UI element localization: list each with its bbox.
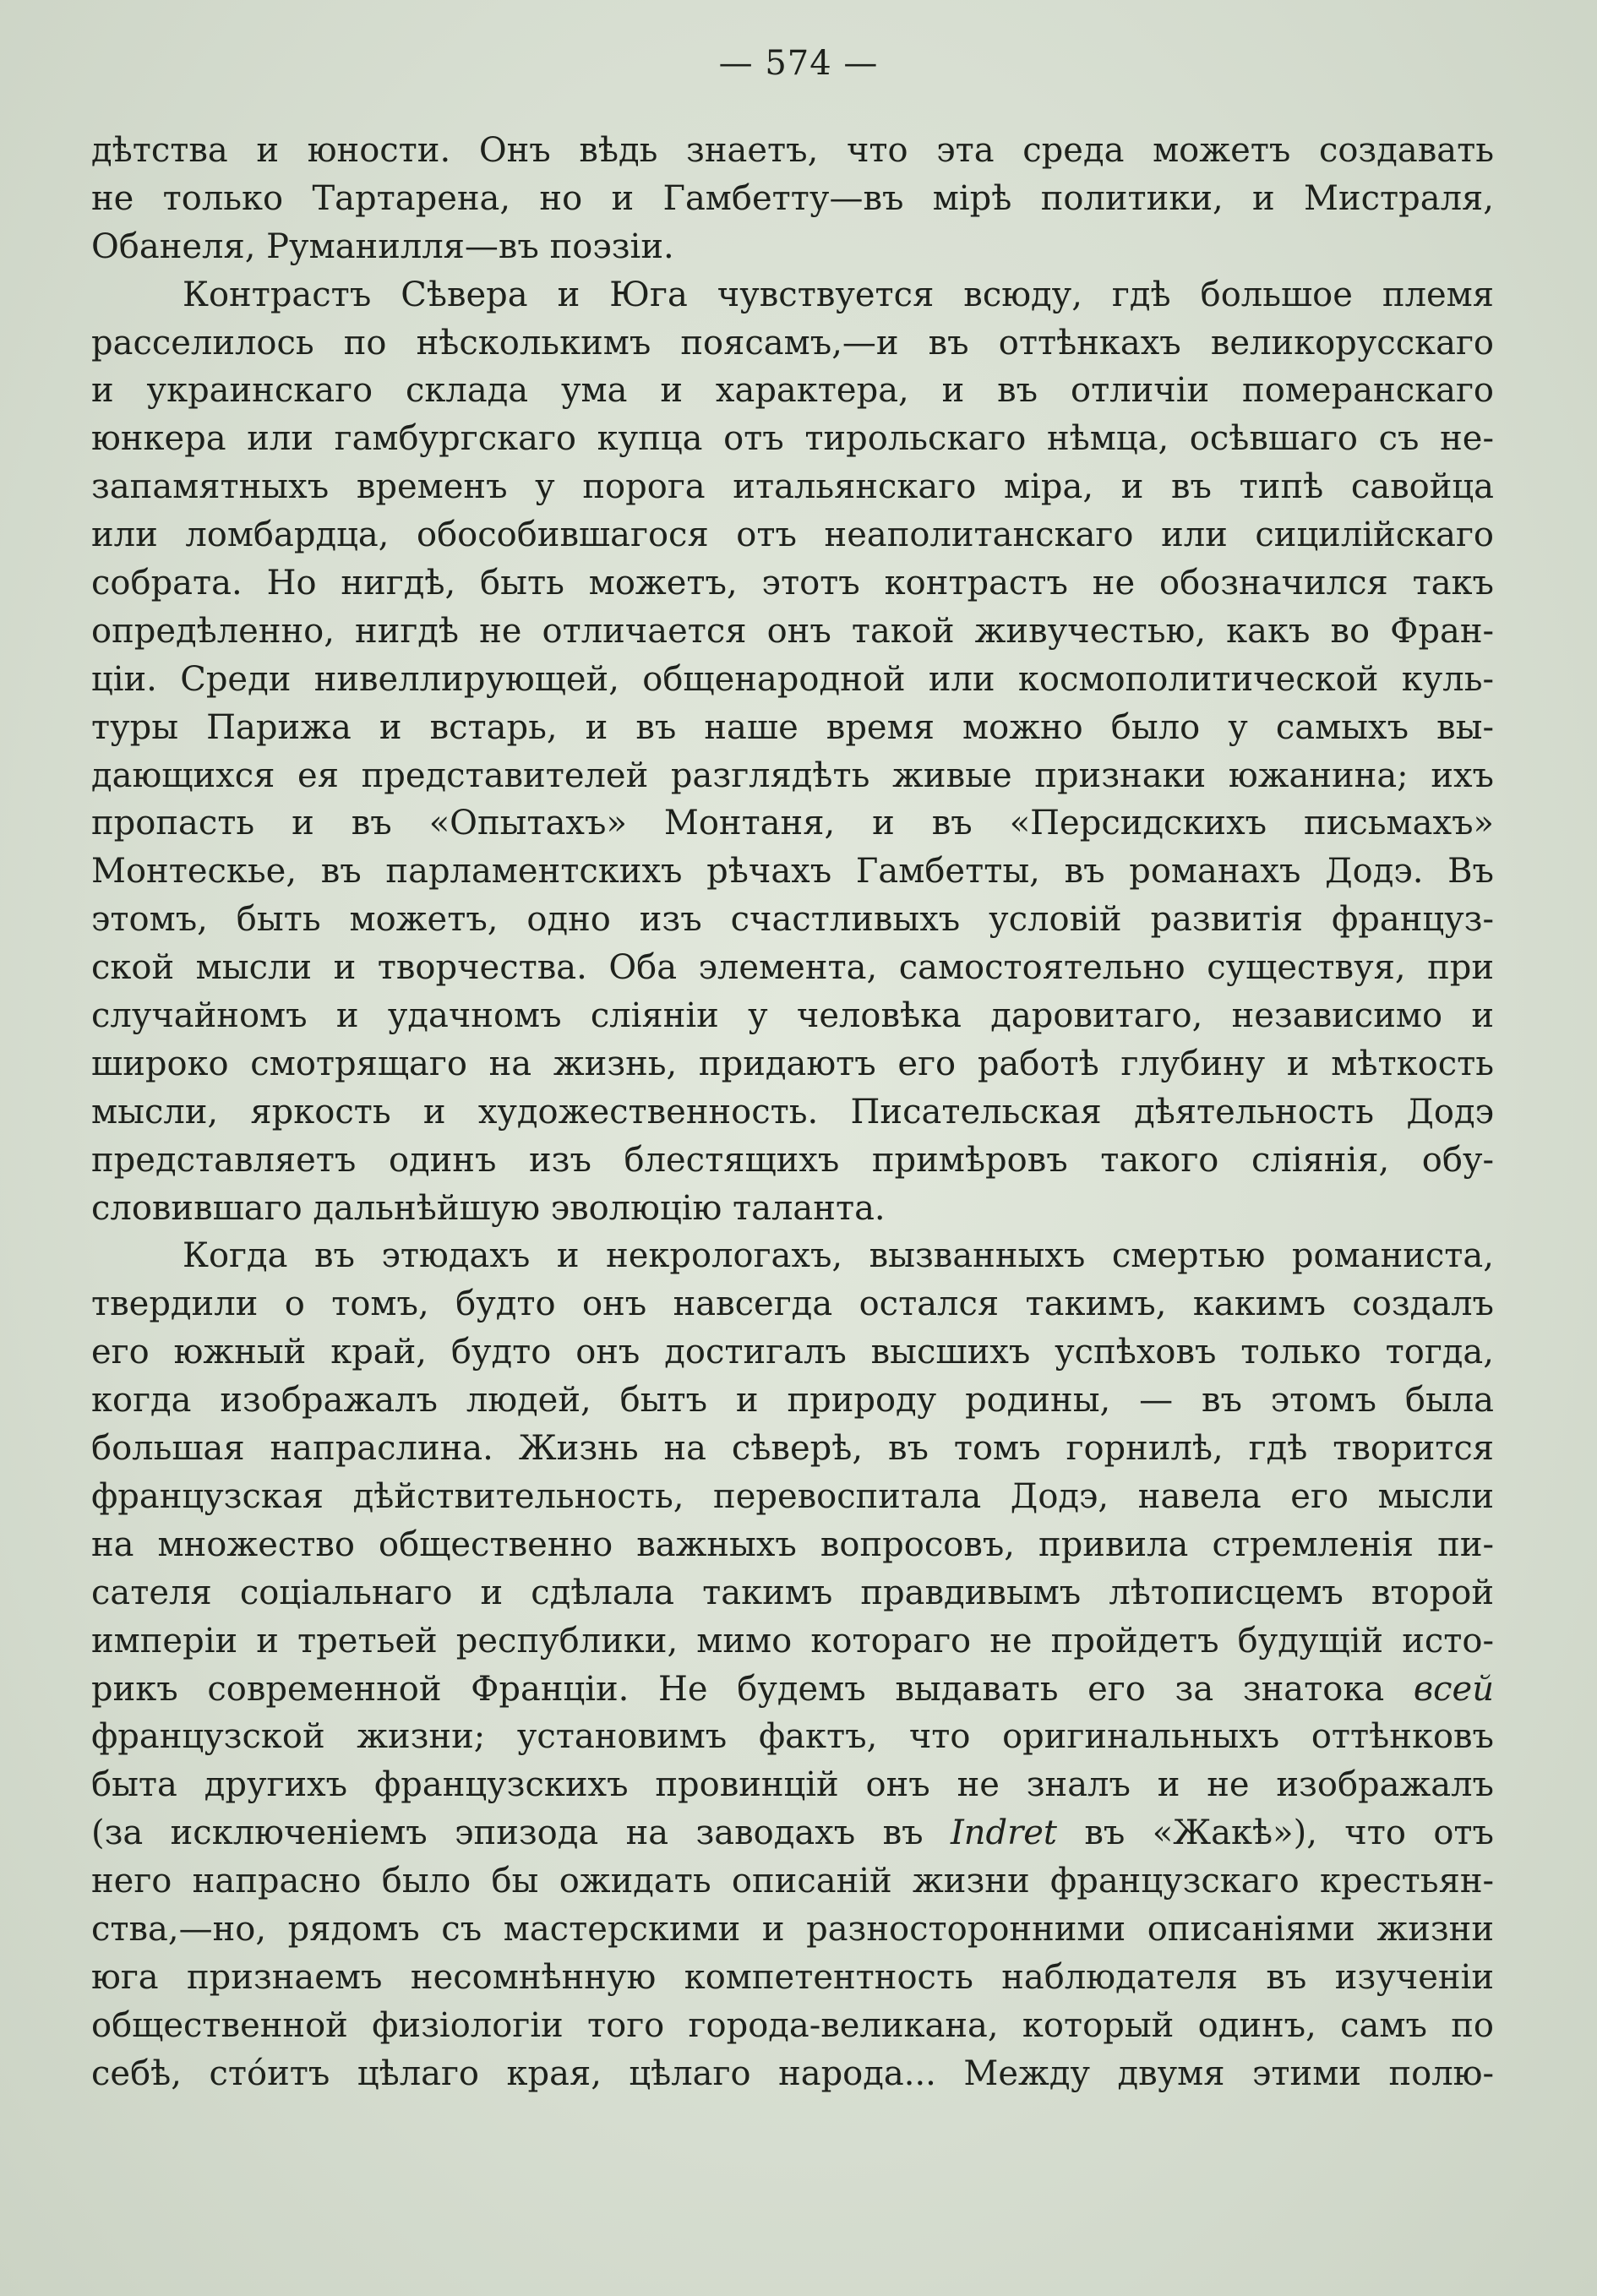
text-line-content: пропасть и въ «Опытахъ» Монтаня, и въ «Персидскихъ письмахъ» xyxy=(91,804,1494,843)
text-line xyxy=(91,1713,1494,1761)
page-number: — 574 — xyxy=(718,44,879,83)
text-line-content: мысли, яркость и художественность. Писательская дѣятельность Додэ xyxy=(91,1092,1494,1132)
text-line xyxy=(91,1328,1494,1377)
text-line-content: расселилось по нѣсколькимъ поясамъ,—и въ оттѣнкахъ великорусскаго xyxy=(91,323,1494,363)
text-line-content: его южный край, будто онъ достигалъ высшихъ успѣховъ только тогда, xyxy=(91,1333,1494,1372)
text-line xyxy=(91,848,1494,896)
text-line-content: юнкера или гамбургскаго купца отъ тирольскаго нѣмца, осѣвшаго съ не- xyxy=(91,419,1494,459)
text-line xyxy=(91,1906,1494,1954)
text-line-content: ціи. Среди нивеллирующей, общенародной или космополитической куль- xyxy=(91,659,1494,699)
text-line xyxy=(91,608,1494,656)
text-line xyxy=(91,1040,1494,1088)
text-line xyxy=(91,799,1494,848)
text-line-content: этомъ, быть можетъ, одно изъ счастливыхъ условій развитія француз- xyxy=(91,900,1494,940)
text-line xyxy=(91,1666,1494,1714)
text-line xyxy=(91,559,1494,608)
text-line-content: дающихся ея представителей разглядѣть живые признаки южанина; ихъ xyxy=(91,755,1494,795)
text-line-content: сателя соціальнаго и сдѣлала такимъ правдивымъ лѣтописцемъ второй xyxy=(91,1573,1494,1612)
text-line-content: широко смотрящаго на жизнь, придаютъ его работѣ глубину и мѣткость xyxy=(91,1044,1494,1083)
text-line xyxy=(91,944,1494,992)
body-text xyxy=(91,127,1494,2098)
text-line xyxy=(91,319,1494,368)
text-line-content: представляетъ одинъ изъ блестящихъ примѣровъ такого сліянія, обу- xyxy=(91,1140,1494,1180)
text-line-content: когда изображалъ людей, бытъ и природу родины, — въ этомъ была xyxy=(91,1381,1494,1421)
text-line-content: или ломбардца, обособившагося отъ неаполитанскаго или сицилійскаго xyxy=(91,515,1494,555)
text-line-continuation: въ «Жакѣ»), что отъ xyxy=(1057,1813,1494,1853)
text-line-content: словившаго дальнѣйшую эволюцію таланта. xyxy=(91,1188,886,1228)
text-line xyxy=(91,752,1494,800)
text-line xyxy=(91,1377,1494,1425)
text-line-content: быта другихъ французскихъ провинцій онъ не зналъ и не изображалъ xyxy=(91,1765,1494,1805)
text-line-content: Контрастъ Сѣвера и Юга чувствуется всюду, гдѣ большое племя xyxy=(183,275,1494,314)
text-line xyxy=(91,415,1494,463)
text-line xyxy=(91,127,1494,175)
text-line-content: случайномъ и удачномъ сліяніи у человѣка даровитаго, независимо и xyxy=(91,996,1494,1036)
text-line xyxy=(91,1137,1494,1185)
text-line xyxy=(91,1232,1494,1280)
text-line xyxy=(91,1521,1494,1569)
text-line xyxy=(91,896,1494,944)
text-line xyxy=(91,175,1494,223)
text-line xyxy=(91,271,1494,319)
text-line-content: (за исключеніемъ эпизода на заводахъ въ xyxy=(91,1813,951,1853)
text-line-content: опредѣленно, нигдѣ не отличается онъ такой живучестью, какъ во Фран- xyxy=(91,611,1494,651)
text-line-content: ства,—но, рядомъ съ мастерскими и разносторонними описаніями жизни xyxy=(91,1909,1494,1949)
text-line-content: Обанеля, Руманилля—въ поэзіи. xyxy=(91,226,674,266)
text-line xyxy=(91,2002,1494,2050)
text-line-content: Когда въ этюдахъ и некрологахъ, вызванныхъ смертью романиста, xyxy=(183,1236,1494,1276)
text-line-content: имперіи и третьей республики, мимо котораго не пройдетъ будущій исто- xyxy=(91,1621,1494,1661)
text-line-content: не только Тартарена, но и Гамбетту—въ мірѣ политики, и Мистраля, xyxy=(91,178,1494,218)
text-line xyxy=(91,2050,1494,2098)
text-line-content: французской жизни; установимъ фактъ, что оригинальныхъ оттѣнковъ xyxy=(91,1717,1494,1757)
text-line xyxy=(91,1185,1494,1233)
text-line-content: и украинскаго склада ума и характера, и въ отличіи померанскаго xyxy=(91,371,1494,411)
text-line xyxy=(91,656,1494,704)
text-line xyxy=(91,1954,1494,2002)
text-line-content: юга признаемъ несомнѣнную компетентность наблюдателя въ изученіи xyxy=(91,1957,1494,1997)
text-line-content: большая напраслина. Жизнь на сѣверѣ, въ томъ горнилѣ, гдѣ творится xyxy=(91,1429,1494,1469)
text-line-content: французская дѣйствительность, перевоспитала Додэ, навела его мысли xyxy=(91,1476,1494,1516)
text-line xyxy=(91,511,1494,559)
text-line xyxy=(91,1857,1494,1906)
text-line-content: собрата. Но нигдѣ, быть можетъ, этотъ контрастъ не обозначился такъ xyxy=(91,564,1494,603)
text-line-content: на множество общественно важныхъ вопросовъ, привила стремленія пи- xyxy=(91,1524,1494,1564)
text-line-content: Монтескье, въ парламентскихъ рѣчахъ Гамбетты, въ романахъ Додэ. Въ xyxy=(91,852,1494,892)
text-line-content: туры Парижа и встарь, и въ наше время можно было у самыхъ вы- xyxy=(91,707,1494,747)
text-line xyxy=(91,1473,1494,1521)
text-line xyxy=(91,1088,1494,1137)
text-line-content: запамятныхъ временъ у порога итальянскаго міра, и въ типѣ савойца xyxy=(91,467,1494,507)
text-line-content: рикъ современной Франціи. Не будемъ выдавать его за знатока xyxy=(91,1669,1414,1709)
text-line xyxy=(91,223,1494,271)
text-line-content: дѣтства и юности. Онъ вѣдь знаетъ, что эта среда можетъ создавать xyxy=(91,131,1494,170)
text-line xyxy=(91,463,1494,511)
text-line xyxy=(91,367,1494,415)
text-line xyxy=(91,1425,1494,1473)
text-line xyxy=(91,992,1494,1040)
text-line-content: ской мысли и творчества. Оба элемента, самостоятельно существуя, при xyxy=(91,948,1494,988)
text-line-content: общественной физіологіи того города-великана, который одинъ, самъ по xyxy=(91,2005,1494,2045)
text-line-content: него напрасно было бы ожидать описаній жизни французскаго крестьян- xyxy=(91,1862,1494,1901)
text-line-content: твердили о томъ, будто онъ навсегда остался такимъ, какимъ создалъ xyxy=(91,1284,1494,1324)
italic-text: Indret xyxy=(950,1813,1058,1853)
text-line xyxy=(91,704,1494,752)
text-line xyxy=(91,1809,1494,1857)
text-line-content: себѣ, стóитъ цѣлаго края, цѣлаго народа... Между двумя этими полю- xyxy=(91,2053,1494,2093)
text-line xyxy=(91,1280,1494,1328)
text-line xyxy=(91,1761,1494,1809)
text-line xyxy=(91,1617,1494,1666)
text-line xyxy=(91,1569,1494,1617)
italic-text: всей xyxy=(1413,1669,1494,1709)
